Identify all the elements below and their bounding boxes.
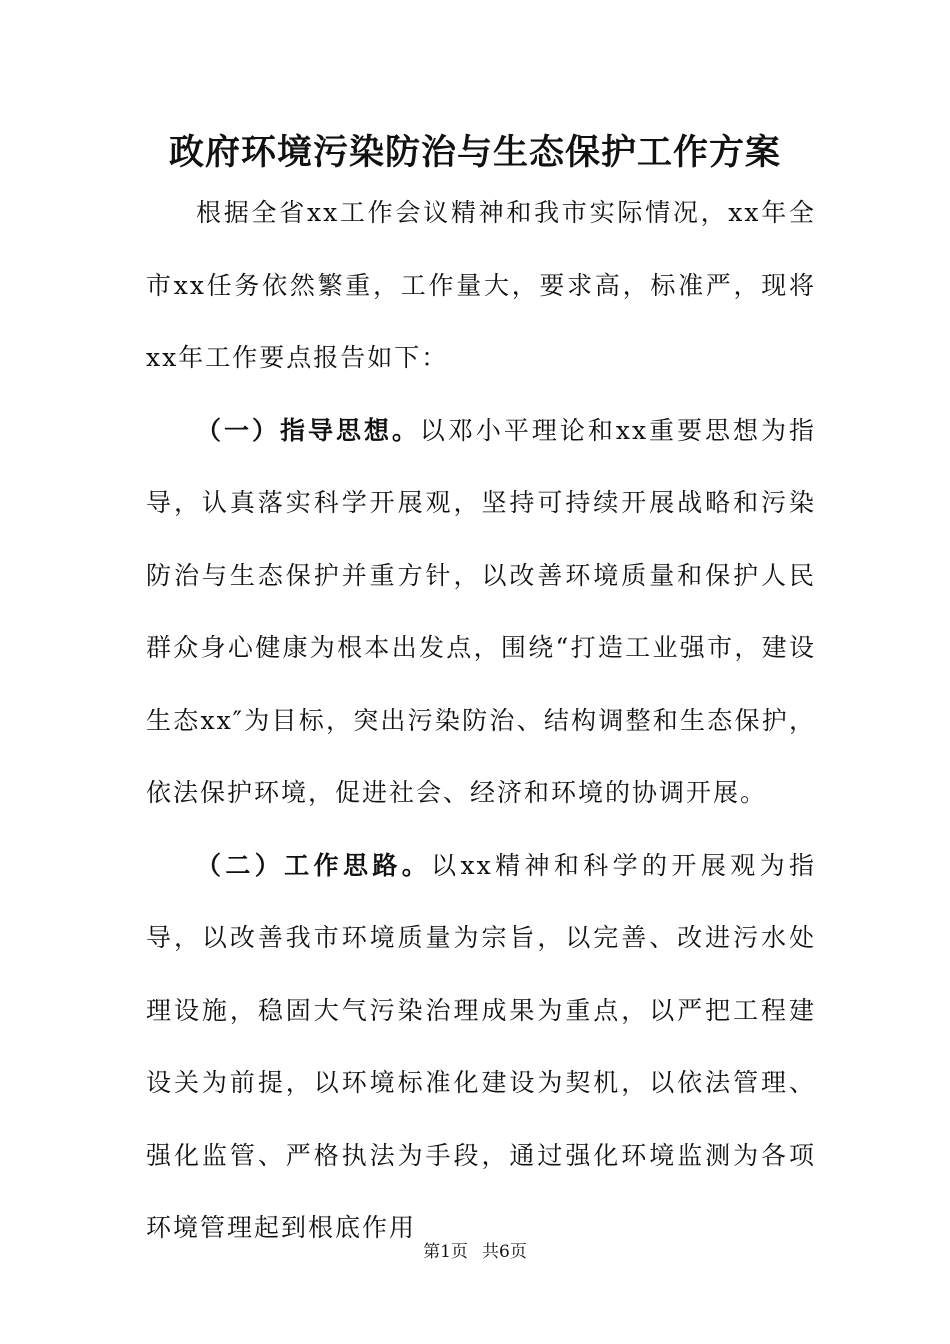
section-text-1: 以邓小平理论和xx重要思想为指导，认真落实科学开展观，坚持可持续开展战略和污染防治与生态保护并重方针，以改善环境质量和保护人民群众身心健康为根本出发点，围绕“打造工业强市，建设生态xx″为目标，突出污染防治、结构调整和生态保护，依法保护环境，促进社会、经济和环境的协调开展。 xyxy=(146,415,816,807)
document-title: 政府环境污染防治与生态保护工作方案 xyxy=(168,132,781,173)
page-number: 第1页 xyxy=(423,1242,468,1262)
section-text-2: 以xx精神和科学的开展观为指导，以改善我市环境质量为宗旨，以完善、改进污水处理设施，稳固大气污染治理成果为重点，以严把工程建设关为前提，以环境标准化建设为契机，以依法管理、强化监管、严格执法为手段，通过强化环境监测为各项环境管理起到根底作用 xyxy=(146,850,816,1242)
section-heading-1: （一）指导思想。 xyxy=(196,415,420,445)
section-paragraph-2 xyxy=(146,830,816,1265)
section-heading-2: （二）工作思路。 xyxy=(196,850,432,880)
document-body xyxy=(146,177,816,1265)
section-paragraph-1 xyxy=(146,395,816,830)
intro-paragraph: 根据全省xx工作会议精神和我市实际情况，xx年全市xx任务依然繁重，工作量大，要求高，标准严，现将xx年工作要点报告如下： xyxy=(146,198,816,372)
page-total: 共6页 xyxy=(482,1242,527,1262)
page-footer xyxy=(0,1240,950,1264)
